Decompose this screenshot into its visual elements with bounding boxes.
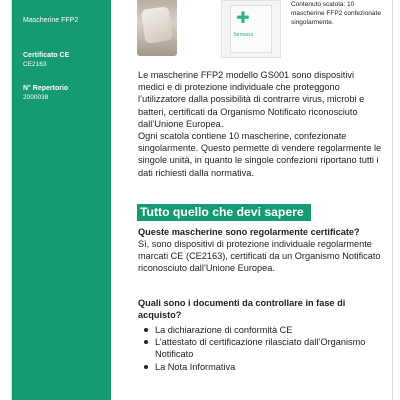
intro-paragraph-1: Le mascherine FFP2 modello GS001 sono dispositivi medici e di protezione individuale che proteggono l’utilizzatore dalla possibilità di contrarre virus, microbi e batteri, certificati da Organismo Notificato riconosciuto dall’Unione Europea. xyxy=(138,70,365,129)
package-caption: Contenuto scatola: 10 mascherine FFP2 confezionate singolarmente. xyxy=(291,1,381,26)
package-brand-label: farmacia xyxy=(234,32,254,38)
list-item-text: L’attestato di certificazione rilasciato dall’Organismo Notificato xyxy=(155,337,366,360)
faq-answer-1: Sì, sono dispositivi di protezione individuale regolarmente marcati CE (CE2163), certificati da un Organismo Notificato riconosciuto dall’Unione Europea. xyxy=(138,239,381,274)
list-item xyxy=(138,324,378,336)
bullet-icon xyxy=(144,340,148,344)
intro-paragraph-2: Ogni scatola contiene 10 mascherine, confezionate singolarmente. Questo permette di vendere regolarmente le singole unità, in quanto le singole confezioni riportano tutti i dati richiesti dalla normativa. xyxy=(138,131,382,178)
main-content xyxy=(111,0,392,400)
repertorio-value: 2000038 xyxy=(23,94,49,101)
certificate-label: Certificato CE xyxy=(23,52,70,59)
sidebar xyxy=(12,0,111,400)
faq-question-2: Quali sono i documenti da controllare in fase di acquisto? xyxy=(138,298,346,321)
product-title-block xyxy=(23,16,78,25)
certificate-block xyxy=(23,51,69,69)
repertorio-block xyxy=(23,84,68,102)
product-title: Mascherine FFP2 xyxy=(23,17,79,24)
section-heading-band xyxy=(137,204,311,221)
document-page xyxy=(12,0,392,400)
list-item-text: La Nota Informativa xyxy=(155,361,236,372)
list-item xyxy=(138,361,378,373)
repertorio-label: N° Repertorio xyxy=(23,85,69,92)
mask-shape xyxy=(141,6,173,44)
plus-cross-icon: ✚ xyxy=(236,8,250,27)
section-heading: Tutto quello che devi sapere xyxy=(140,205,304,219)
list-item xyxy=(138,336,378,360)
faq-question-1: Queste mascherine sono regolarmente certificate? xyxy=(138,227,360,237)
list-item-text: La dichiarazione di conformità CE xyxy=(155,325,293,335)
certificate-value: CE2163 xyxy=(23,61,47,68)
documents-list xyxy=(138,324,378,373)
package-product-photo xyxy=(221,0,281,58)
bullet-icon xyxy=(144,328,148,332)
bullet-icon xyxy=(144,365,148,369)
mask-product-photo xyxy=(137,0,177,56)
